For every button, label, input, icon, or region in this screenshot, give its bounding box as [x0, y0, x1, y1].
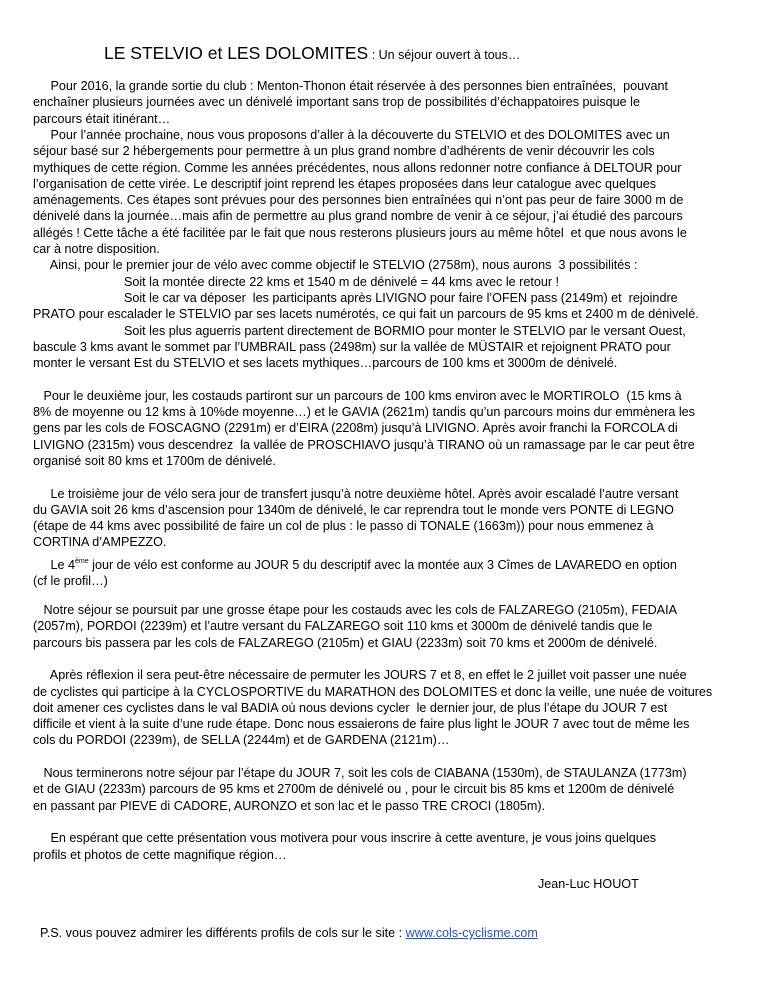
body-line: monter le versant Est du STELVIO et ses lacets mythiques…parcours de 100 kms et 3000m de dénivelé. [33, 356, 618, 371]
title-subtitle: : Un séjour ouvert à tous… [368, 48, 521, 62]
body-line: Pour le deuxième jour, les costauds partiront sur un parcours de 100 kms environ avec le MORTIROLO (15 kms à [33, 388, 682, 403]
document-title [104, 43, 520, 64]
body-line: cols du PORDOI (2239m), de SELLA (2244m) et de GARDENA (2121m)… [33, 733, 450, 748]
body-line: gens par les cols de FOSCAGNO (2291m) er d’EIRA (2208m) jusqu’à LIVIGNO. Après avoir franchi la FORCOLA di [33, 421, 678, 436]
body-line: Soit les plus aguerris partent directement de BORMIO pour monter le STELVIO par le versant Ouest, [33, 323, 686, 338]
body-line: bascule 3 kms avant le sommet par l’UMBRAIL pass (2498m) sur la vallée de MÜSTAIR et rejoignent PRATO pour [33, 339, 671, 354]
signature: Jean-Luc HOUOT [538, 877, 639, 891]
body-line: Notre séjour se poursuit par une grosse étape pour les costauds avec les cols de FALZAREGO (2105m), FEDAIA [33, 603, 677, 617]
website-link[interactable]: www.cols-cyclisme.com [405, 926, 538, 940]
body-line: Après réflexion il sera peut-être nécessaire de permuter les JOURS 7 et 8, en effet le 2 juillet voit passer une nuée [33, 668, 687, 683]
body-line: Pour l’année prochaine, nous vous proposons d’aller à la découverte du STELVIO et des DOLOMITES avec un [33, 127, 670, 142]
body-line: difficile et vient à la suite d’une rude étape. Donc nous essaierons de faire plus light le JOUR 7 avec tout de même les [33, 717, 690, 732]
body-line: aménagements. Ces étapes sont prévues pour des personnes bien entraînées qui n’ont pas peur de faire 3000 m de [33, 193, 684, 208]
body-line: Soit la montée directe 22 kms et 1540 m de dénivelé = 44 kms avec le retour ! [33, 274, 560, 289]
body-line: LIVIGNO (2315m) vous descendrez la vallée de PROSCHIAVO jusqu’à TIRANO où un ramassage par le car peut être [33, 437, 695, 452]
body-line: car à notre disposition. [33, 242, 160, 256]
body-line: PRATO pour escalader le STELVIO par ses lacets numérotés, ce qui fait un parcours de 95 kms et 2400 m de dénivelé. [33, 307, 699, 322]
paragraph-fourth-day-line2: (cf le profil…) [33, 574, 108, 588]
body-line: en passant par PIEVE di CADORE, AURONZO et son lac et le passo TRE CROCI (1805m). [33, 798, 546, 813]
fourth-sup: ème [75, 558, 89, 565]
fourth-pre: Le 4 [33, 558, 76, 572]
body-line: Pour 2016, la grande sortie du club : Menton-Thonon était réservée à des personnes bien entraînées, pouvant [33, 79, 668, 93]
body-line: séjour basé sur 2 hébergements pour permettre à un plus grand nombre d’adhérents de venir découvrir les cols [33, 144, 655, 159]
body-line: profils et photos de cette magnifique région… [33, 847, 287, 862]
body-line: Soit le car va déposer les participants après LIVIGNO pour faire l’OFEN pass (2149m) et rejoindre [33, 290, 678, 305]
body-line: Ainsi, pour le premier jour de vélo avec comme objectif le STELVIO (2758m), nous aurons 3 possibilités : [33, 258, 638, 273]
body-line: allégés ! Cette tâche a été facilitée par le fait que nous resterons plusieurs jours au même hôtel et que nous avons le [33, 225, 687, 240]
body-line: Le troisième jour de vélo sera jour de transfert jusqu’à notre deuxième hôtel. Après avoir escaladé l’autre versant [33, 486, 679, 501]
body-line: CORTINA d’AMPEZZO. [33, 535, 167, 550]
body-line: (2057m), PORDOI (2239m) et l’autre versant du FALZAREGO soit 110 kms et 3000m de dénivelé tandis que le [33, 619, 653, 634]
fourth-post: jour de vélo est conforme au JOUR 5 du descriptif avec la montée aux 3 Cîmes de LAVAREDO en option [88, 558, 677, 572]
body-line: 8% de moyenne ou 12 kms à 10%de moyenne…) et le GAVIA (2621m) tandis qu’un parcours moins dur emmènera les [33, 405, 695, 419]
body-line: et de GIAU (2233m) parcours de 95 kms et 2700m de dénivelé ou , pour le circuit bis 85 kms et 1200m de dénivelé [33, 782, 675, 797]
body-line: de cyclistes qui participe à la CYCLOSPORTIVE du MARATHON des DOLOMITES et donc la veille, une nuée de voitures [33, 684, 713, 699]
body-line: dénivelé dans la journée…mais afin de permettre au plus grand nombre de venir à ce séjour, j’ai étudié des parcours [33, 209, 683, 224]
body-line: l’organisation de cette virée. Le descriptif joint reprend les étapes proposées dans leur catalogue avec quelques [33, 176, 657, 191]
body-line: parcours était itinérant… [33, 111, 171, 126]
body-line: mythiques de cette région. Comme les années précédentes, nous allons redonner notre confiance à DELTOUR pour [33, 160, 682, 175]
title-main: LE STELVIO et LES DOLOMITES [104, 43, 369, 63]
body-line: En espérant que cette présentation vous motivera pour vous inscrire à cette aventure, je vous joins quelques [33, 831, 657, 846]
body-line: organisé soit 80 kms et 1700m de dénivelé. [33, 453, 276, 468]
body-line: enchaîner plusieurs journées avec un dénivelé important sans trop de possibilités d’échappatoires puisque le [33, 95, 640, 110]
body-line: (étape de 44 kms avec possibilité de faire un col de plus : le passo di TONALE (1663m)) pour nous emmenez à [33, 519, 654, 534]
body-line: du GAVIA soit 26 kms d’ascension pour 1340m de dénivelé, le car reprendra tout le monde vers PONTE di LEGNO [33, 502, 674, 517]
postscript [40, 925, 538, 941]
body-line: parcours bis passera par les cols de FALZAREGO (2105m) et GIAU (2233m) soit 70 kms et 2000m de dénivelé. [33, 635, 658, 650]
body-line: doit amener ces cyclistes dans le val BADIA où nous devions cycler le dernier jour, de plus l’étape du JOUR 7 est [33, 700, 668, 715]
body-line: Nous terminerons notre séjour par l’étape du JOUR 7, soit les cols de CIABANA (1530m), de STAULANZA (1773m) [33, 766, 687, 780]
postscript-text: P.S. vous pouvez admirer les différents profils de cols sur le site : [40, 926, 406, 940]
paragraph-fourth-day [33, 557, 677, 573]
